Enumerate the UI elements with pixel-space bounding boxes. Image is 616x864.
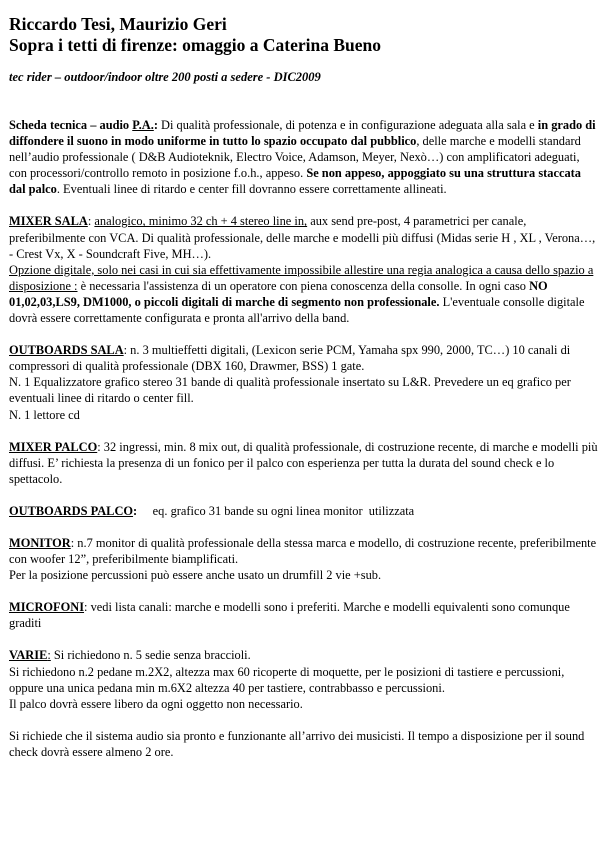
- varie-line-3: Il palco dovrà essere libero da ogni oggetto non necessario.: [9, 696, 303, 711]
- audio-text-2: , delle marche e modelli standard nell’audio professionale ( D&B Audioteknik, Electro Voice, Adamson, Meyer, Nexò…) con amplificatori adeguati, con processori/controllo remoto in posizione f.o.h., appeso.: [9, 134, 581, 181]
- section-varie: [9, 647, 599, 711]
- outboards-sala-line-1: : n. 3 multieffetti digitali, (Lexicon serie PCM, Yamaha spx 990, 2000, TC…) 10 canali di compressori di qualità professionale (DBX 160, Drawmer, BSS) 1 gate.: [9, 343, 571, 374]
- monitor-line-1: : n.7 monitor di qualità professionale della stessa marca e modello, di costruzione recente, preferibilmente con woofer 12”, preferibilmente biamplificati.: [9, 535, 597, 567]
- document-subtitle: tec rider – outdoor/indoor oltre 200 posti a sedere - DIC2009: [9, 70, 321, 84]
- section-audio: [9, 117, 599, 197]
- section-monitor: [9, 535, 599, 583]
- outboards-sala-line-3: N. 1 lettore cd: [9, 407, 80, 422]
- section-mixer-palco: [9, 439, 599, 487]
- section-outboards-palco: [9, 503, 599, 519]
- varie-line-1: Si richiedono n. 5 sedie senza braccioli.: [50, 648, 251, 663]
- microfoni-text: : vedi lista canali: marche e modelli sono i preferiti. Marche e modelli equivalenti sono comunque graditi: [9, 600, 570, 631]
- document: [9, 14, 599, 760]
- document-title: [9, 14, 599, 56]
- section-microfoni: [9, 599, 599, 631]
- outboards-palco-text: eq. grafico 31 bande su ogni linea monitor utilizzata: [137, 503, 415, 518]
- mixer-palco-label: MIXER PALCO: [9, 439, 98, 454]
- title-artists: Riccardo Tesi, Maurizio Geri: [9, 14, 227, 34]
- varie-line-2: Si richiedono n.2 pedane m.2X2, altezza max 60 ricoperte di moquette, per le posizioni di tastiere e percussioni, oppure una unica pedana min m.6X2 altezza 40 per tastiere, contrabbasso e percussioni.: [9, 664, 565, 695]
- audio-colon: :: [153, 118, 158, 132]
- microfoni-label: MICROFONI: [9, 600, 85, 615]
- outboards-palco-colon: :: [133, 503, 138, 518]
- monitor-label: MONITOR: [9, 535, 71, 550]
- mixer-sala-digital-option: Opzione digitale, solo nei casi in cui sia effettivamente impossibile allestire una regia analogica a causa dello spazio a disposizione :: [9, 262, 594, 293]
- section-mixer-sala: [9, 213, 599, 326]
- monitor-line-2: Per la posizione percussioni può essere anche usato un drumfill 2 vie +sub.: [9, 568, 382, 583]
- outboards-palco-label: OUTBOARDS PALCO: [9, 503, 134, 518]
- mixer-sala-bold-1: NO 01,02,03,LS9, DM1000, o piccoli digitali di marche di segmento non professionale.: [9, 278, 548, 309]
- mixer-sala-text-3: L'eventuale consolle digitale dovrà essere correttamente configurata e pronta all'arrivo della band.: [9, 294, 585, 326]
- outboards-sala-label: OUTBOARDS SALA: [9, 343, 124, 358]
- audio-text-3: . Eventuali linee di ritardo e center fill dovranno essere correttamente allineati.: [56, 182, 447, 197]
- section-outboards-sala: [9, 342, 599, 422]
- mixer-sala-text-1: aux send pre-post, 4 parametrici per canale, preferibilmente con VCA. Di qualità professionale, delle marche e modelli più diffusi (Midas serie H , XL , Verona…, - Crest Vx, X - Soundcraft Five, MH…).: [9, 214, 596, 261]
- outboards-sala-line-2: N. 1 Equalizzatore grafico stereo 31 bande di qualità professionale insertato su L&R. Prevedere un eq grafico per eventuali linee di ritardo o center fill.: [9, 375, 571, 406]
- varie-colon: :: [47, 648, 51, 663]
- mixer-sala-underlined-1: analogico, minimo 32 ch + 4 stereo line in,: [94, 214, 308, 229]
- audio-text-1: Di qualità professionale, di potenza e in configurazione adeguata alla sala e: [157, 118, 538, 132]
- mixer-sala-colon: :: [87, 214, 95, 229]
- mixer-palco-text: : 32 ingressi, min. 8 mix out, di qualità professionale, di costruzione recente, di marche e modelli più diffusi. E’ richiesta la presenza di un fonico per il palco con esperienza per tutta la durata del sound check e lo spettacolo.: [9, 439, 598, 486]
- audio-bold-1: in grado di diffondere il suono in modo uniforme in tutto lo spazio occupato dal pubblico: [9, 118, 596, 149]
- section-closing: Si richiede che il sistema audio sia pronto e funzionante all’arrivo dei musicisti. Il tempo a disposizione per il sound check dovrà essere almeno 2 ore.: [9, 728, 585, 759]
- mixer-sala-text-2: è necessaria l'assistenza di un operatore con piena conoscenza della consolle. In ogni caso: [77, 278, 530, 293]
- mixer-sala-label: MIXER SALA: [9, 214, 88, 229]
- audio-pa-label: P.A.: [132, 118, 154, 132]
- varie-label: VARIE: [9, 648, 48, 663]
- audio-bold-2: Se non appeso, appoggiato su una struttura staccata dal palco: [9, 166, 582, 197]
- audio-label: Scheda tecnica – audio: [9, 118, 133, 132]
- title-show: Sopra i tetti di firenze: omaggio a Caterina Bueno: [9, 35, 381, 55]
